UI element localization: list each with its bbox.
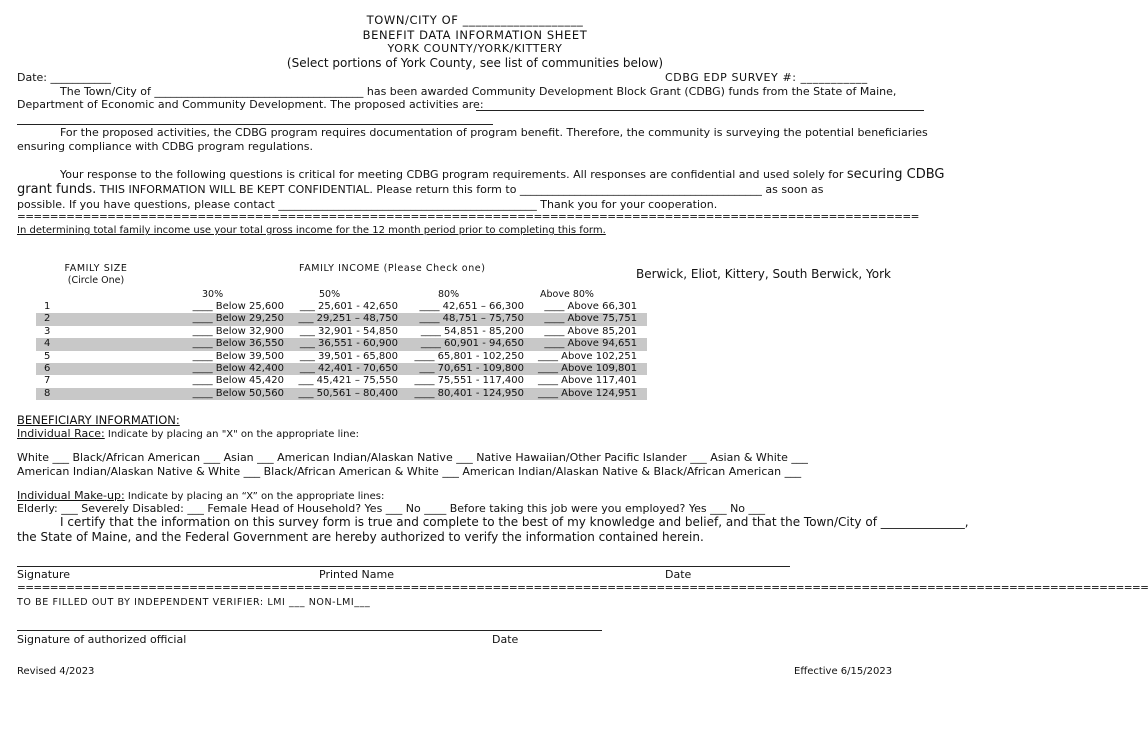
income-cell-30[interactable]: ____ Below 25,600 bbox=[192, 301, 284, 312]
intro-emphasis-2: grant funds. bbox=[17, 182, 97, 197]
col-header-30: 30% bbox=[202, 289, 224, 300]
income-cell-80[interactable]: ____ 80,401 - 124,950 bbox=[412, 388, 538, 400]
table-row[interactable] bbox=[36, 363, 647, 375]
table-row[interactable] bbox=[36, 388, 647, 400]
survey-number-field[interactable]: CDBG EDP SURVEY #: ___________ bbox=[665, 71, 868, 84]
income-cell-50[interactable]: ___ 32,901 - 54,850 bbox=[299, 325, 398, 337]
income-cell-30[interactable]: ____ Below 36,550 bbox=[170, 338, 298, 350]
family-size-cell[interactable]: 8 bbox=[36, 388, 170, 400]
family-size-title: FAMILY SIZE bbox=[64, 263, 128, 274]
section-divider: ========================================================================================================================================== bbox=[17, 582, 1148, 594]
proposed-activities-line[interactable] bbox=[476, 110, 924, 111]
income-cell-50[interactable]: ___ 29,251 – 48,750 bbox=[298, 313, 412, 325]
race-options-line-2[interactable]: American Indian/Alaskan Native & White ___ Black/African American & White ___ American Indian/Alaskan Native & Black/African American ___ bbox=[17, 465, 802, 478]
table-row[interactable] bbox=[36, 338, 647, 350]
income-cell-above[interactable]: ____ Above 94,651 bbox=[538, 338, 647, 350]
income-cell-above[interactable]: ____ Above 102,251 bbox=[538, 350, 638, 362]
form-title-town: TOWN/CITY OF ___________________ bbox=[366, 13, 584, 27]
family-size-cell[interactable]: 4 bbox=[36, 338, 170, 350]
revised-date: Revised 4/2023 bbox=[17, 666, 95, 677]
income-cell-80[interactable]: ____ 48,751 – 75,750 bbox=[412, 313, 538, 325]
certification-line-2: the State of Maine, and the Federal Government are hereby authorized to verify the information contained herein. bbox=[17, 530, 704, 544]
income-cell-80[interactable]: ___ 70,651 - 109,800 bbox=[412, 363, 538, 375]
income-cell-50[interactable]: ___ 39,501 - 65,800 bbox=[299, 350, 398, 362]
signature-date-label: Date bbox=[665, 568, 692, 581]
family-size-cell[interactable]: 3 bbox=[44, 325, 51, 337]
col-header-80: 80% bbox=[438, 289, 460, 300]
family-size-subtitle: (Circle One) bbox=[67, 275, 125, 286]
income-cell-above[interactable]: ____ Above 124,951 bbox=[538, 388, 647, 400]
makeup-instruction: Indicate by placing an “X” on the appropriate lines: bbox=[124, 491, 385, 502]
race-instruction: Indicate by placing an "X" on the appropriate line: bbox=[104, 429, 360, 440]
family-income-title: FAMILY INCOME (Please Check one) bbox=[299, 263, 486, 274]
intro-paragraph-3c: possible. If you have questions, please contact _______________________________________________ Thank you for your cooperation. bbox=[17, 198, 718, 211]
authorized-signature-line[interactable] bbox=[17, 630, 602, 631]
table-row[interactable] bbox=[36, 375, 647, 387]
form-subtitle: (Select portions of York County, see list of communities below) bbox=[286, 56, 664, 70]
family-income-table bbox=[36, 301, 647, 400]
communities-list: Berwick, Eliot, Kittery, South Berwick, York bbox=[636, 267, 891, 281]
makeup-options[interactable]: Elderly: ___ Severely Disabled: ___ Female Head of Household? Yes ___ No ____ Before taking this job were you employed? Yes ___ No ___ bbox=[17, 502, 766, 515]
income-cell-30[interactable]: ____ Below 39,500 bbox=[192, 350, 284, 362]
table-row[interactable] bbox=[36, 301, 647, 313]
col-header-50: 50% bbox=[319, 289, 341, 300]
intro-paragraph-3a bbox=[60, 167, 945, 182]
income-cell-30[interactable]: ____ Below 42,400 bbox=[170, 363, 298, 375]
intro-paragraph-1a: The Town/City of ______________________________________ has been awarded Community Development Block Grant (CDBG) funds from the State of Maine, bbox=[60, 85, 897, 98]
family-size-cell[interactable]: 6 bbox=[36, 363, 170, 375]
intro-paragraph-2a: For the proposed activities, the CDBG program requires documentation of program benefit. Therefore, the community is surveying the potential beneficiaries bbox=[60, 126, 928, 139]
intro-paragraph-1b: Department of Economic and Community Development. The proposed activities are: bbox=[17, 98, 484, 111]
family-size-cell[interactable]: 1 bbox=[44, 301, 51, 312]
income-cell-above[interactable]: ____ Above 75,751 bbox=[538, 313, 647, 325]
income-cell-80[interactable]: ____ 60,901 - 94,650 bbox=[412, 338, 538, 350]
table-row[interactable] bbox=[36, 313, 647, 325]
intro-emphasis-1: securing CDBG bbox=[846, 167, 945, 182]
col-header-above-80: Above 80% bbox=[540, 289, 594, 300]
intro-paragraph-3a-text: Your response to the following questions is critical for meeting CDBG program requirements. All responses are confidential and used solely for bbox=[60, 168, 844, 181]
effective-date: Effective 6/15/2023 bbox=[794, 666, 893, 677]
race-instruction-line bbox=[17, 427, 359, 440]
income-cell-80[interactable]: ____ 65,801 - 102,250 bbox=[414, 350, 524, 362]
table-row[interactable] bbox=[36, 326, 647, 338]
table-row[interactable] bbox=[36, 351, 647, 363]
makeup-label: Individual Make-up: bbox=[17, 489, 125, 502]
intro-paragraph-2b: ensuring compliance with CDBG program regulations. bbox=[17, 140, 313, 153]
income-cell-30[interactable]: ____ Below 32,900 bbox=[192, 325, 284, 337]
income-cell-above[interactable]: ____ Above 66,301 bbox=[544, 301, 638, 312]
income-cell-80[interactable]: ____ 75,551 - 117,400 bbox=[414, 375, 524, 387]
income-cell-30[interactable]: ____ Below 50,560 bbox=[170, 388, 298, 400]
income-cell-50[interactable]: ___ 42,401 - 70,650 bbox=[298, 363, 412, 375]
income-cell-50[interactable]: ___ 25,601 - 42,650 bbox=[299, 301, 398, 312]
family-size-cell[interactable]: 5 bbox=[44, 350, 51, 362]
race-options-line-1[interactable]: White ___ Black/African American ___ Asian ___ American Indian/Alaskan Native ___ Native Hawaiian/Other Pacific Islander ___ Asian & White ___ bbox=[17, 451, 808, 464]
verifier-line[interactable]: TO BE FILLED OUT BY INDEPENDENT VERIFIER: LMI ___ NON-LMI___ bbox=[17, 597, 371, 608]
income-cell-50[interactable]: ___ 50,561 – 80,400 bbox=[298, 388, 412, 400]
signature-line[interactable] bbox=[17, 566, 790, 567]
income-cell-above[interactable]: ____ Above 85,201 bbox=[544, 325, 638, 337]
intro-paragraph-3b-text: THIS INFORMATION WILL BE KEPT CONFIDENTIAL. Please return this form to ____________________________________________ as soon as bbox=[96, 183, 824, 196]
income-cell-above[interactable]: ____ Above 117,401 bbox=[538, 375, 638, 387]
proposed-activities-line-2[interactable] bbox=[17, 124, 493, 125]
certification-line-1: I certify that the information on this survey form is true and complete to the best of my knowledge and belief, and that the Town/City of ______________, bbox=[60, 515, 969, 529]
date-field[interactable]: Date: ___________ bbox=[17, 71, 111, 84]
income-cell-80[interactable]: ____ 42,651 – 66,300 bbox=[419, 301, 524, 312]
divider-rule: ============================================================================================================== bbox=[17, 211, 919, 223]
authorized-signature-label: Signature of authorized official bbox=[17, 633, 187, 646]
gross-income-note: In determining total family income use your total gross income for the 12 month period prior to completing this form. bbox=[17, 225, 606, 236]
authorized-date-label: Date bbox=[492, 633, 519, 646]
makeup-instruction-line bbox=[17, 489, 384, 502]
form-county: YORK COUNTY/YORK/KITTERY bbox=[387, 42, 563, 55]
printed-name-label: Printed Name bbox=[319, 568, 395, 581]
income-cell-30[interactable]: ____ Below 29,250 bbox=[170, 313, 298, 325]
intro-paragraph-3b bbox=[17, 182, 824, 197]
income-cell-30[interactable]: ____ Below 45,420 bbox=[192, 375, 284, 387]
family-size-cell[interactable]: 2 bbox=[36, 313, 170, 325]
income-cell-above[interactable]: ____ Above 109,801 bbox=[538, 363, 647, 375]
family-size-cell[interactable]: 7 bbox=[44, 375, 51, 387]
income-cell-80[interactable]: ____ 54,851 - 85,200 bbox=[420, 325, 524, 337]
income-cell-50[interactable]: ___ 36,551 - 60,900 bbox=[298, 338, 412, 350]
signature-label: Signature bbox=[17, 568, 71, 581]
race-label: Individual Race: bbox=[17, 427, 105, 440]
income-cell-50[interactable]: ___ 45,421 – 75,550 bbox=[298, 375, 398, 387]
form-title: BENEFIT DATA INFORMATION SHEET bbox=[362, 28, 588, 42]
beneficiary-title: BENEFICIARY INFORMATION: bbox=[17, 413, 180, 427]
